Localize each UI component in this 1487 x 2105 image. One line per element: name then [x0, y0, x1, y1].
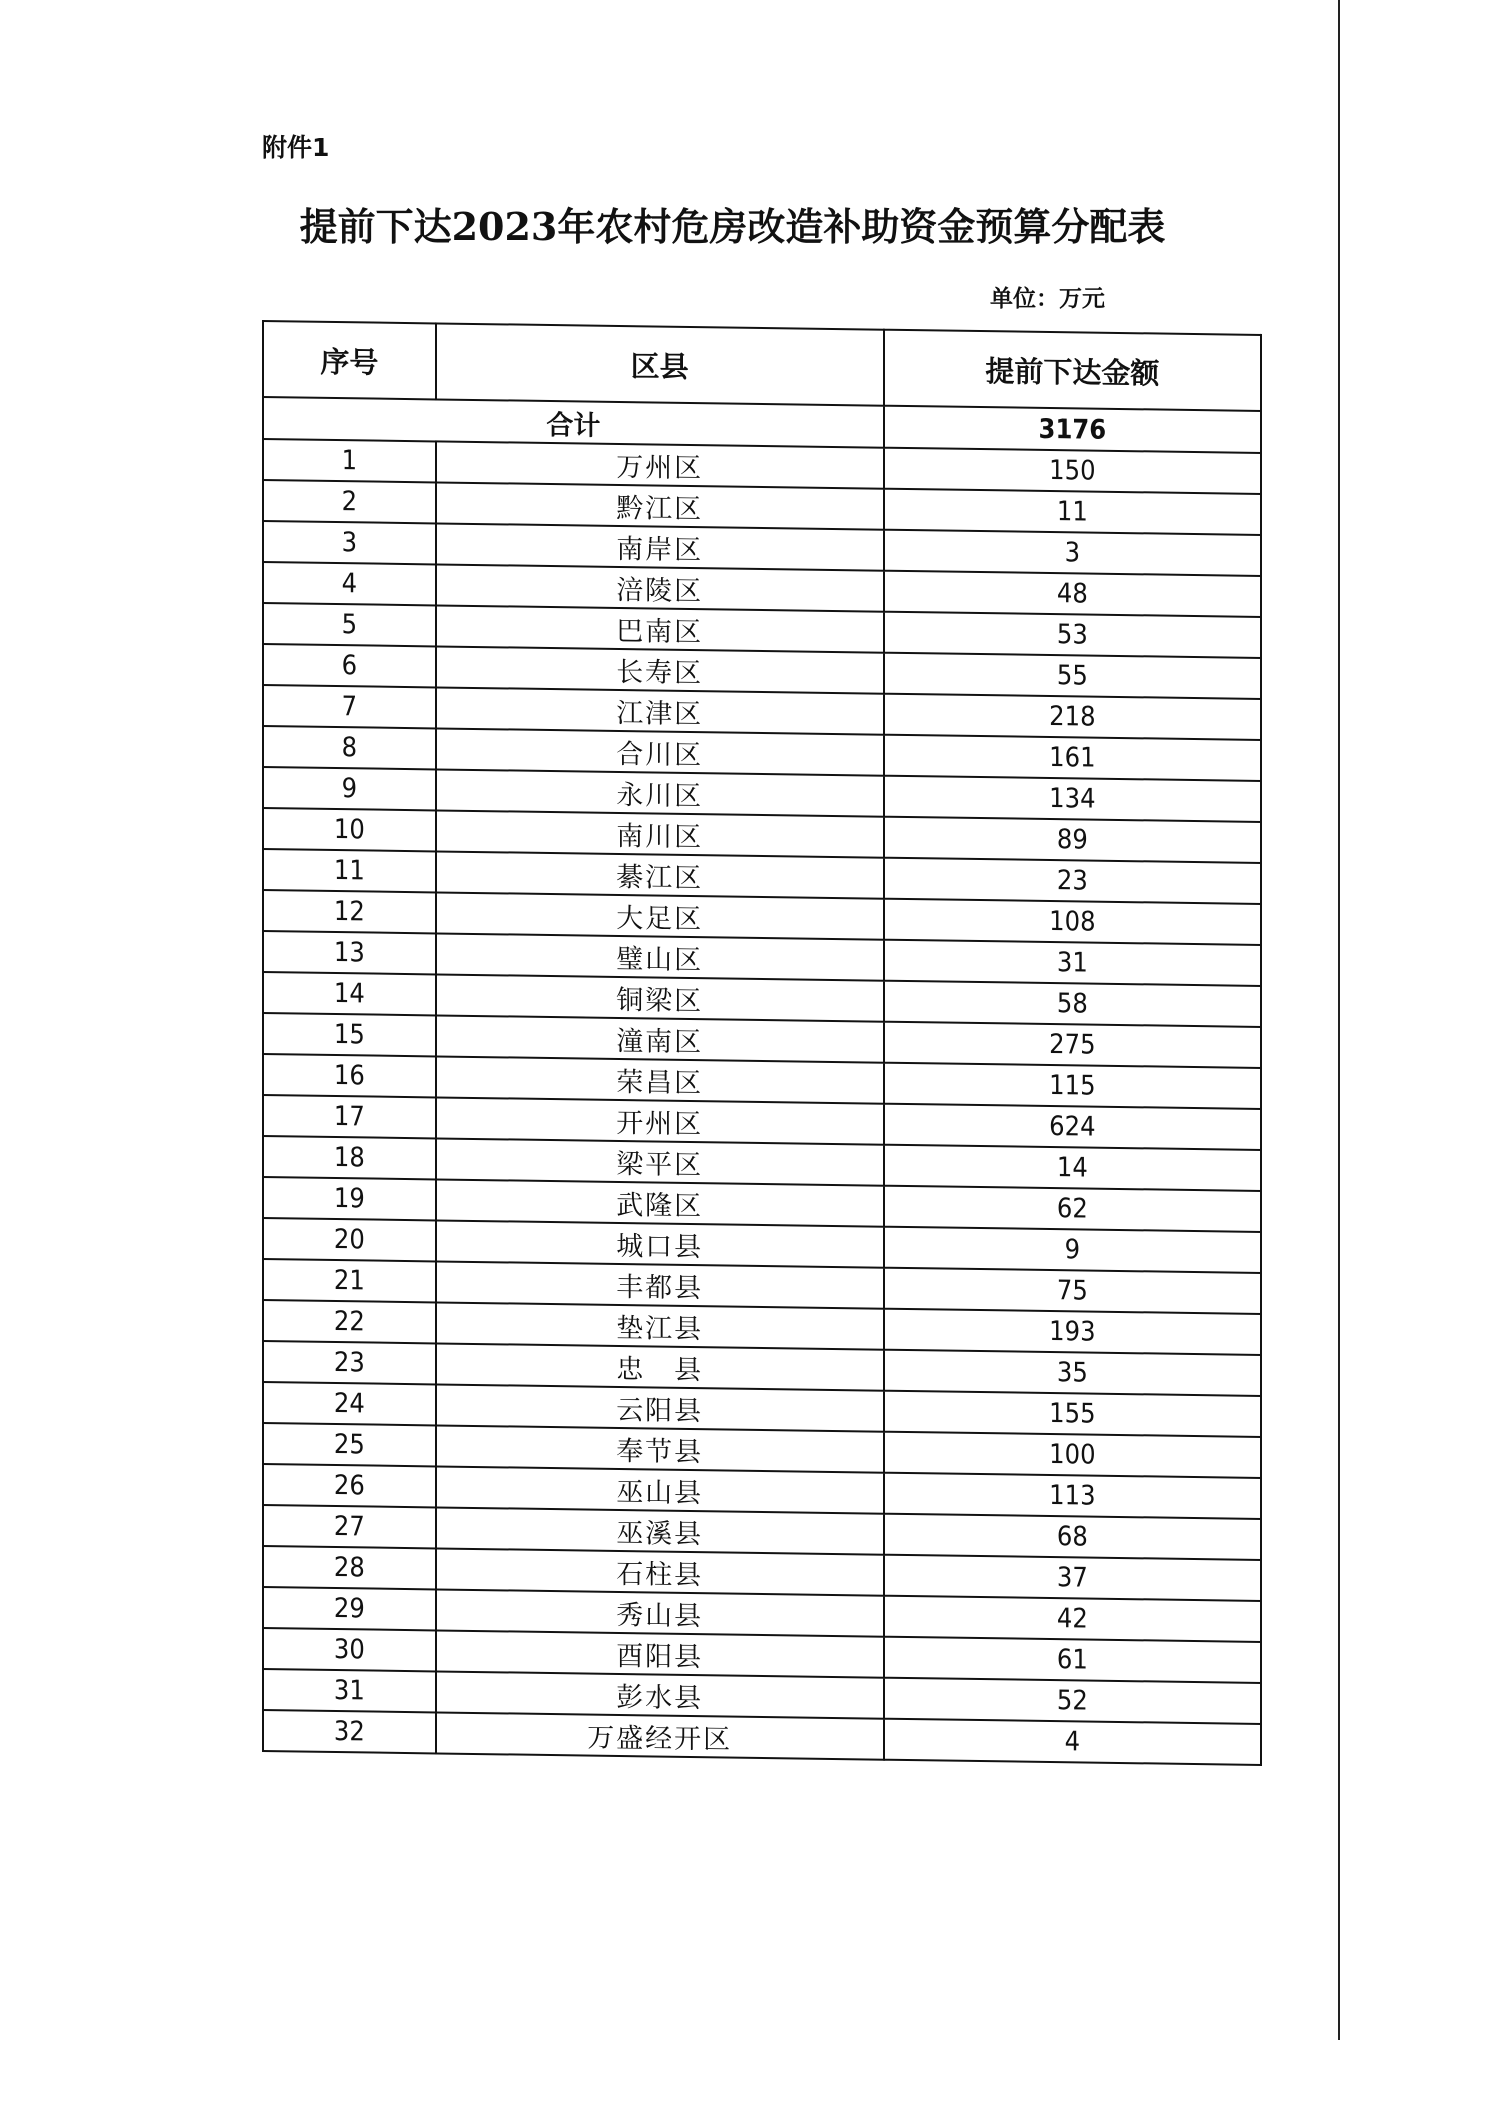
- row-amount: 100: [884, 1432, 1261, 1478]
- row-amount: 193: [884, 1309, 1261, 1355]
- row-serial: 13: [263, 931, 436, 974]
- row-amount: 35: [884, 1350, 1261, 1396]
- row-serial: 10: [263, 808, 436, 851]
- row-serial: 4: [263, 562, 436, 605]
- row-serial: 5: [263, 603, 436, 646]
- row-district: 长寿区: [436, 646, 884, 693]
- row-amount: 31: [884, 940, 1261, 986]
- row-district: 忠 县: [436, 1343, 884, 1390]
- row-district: 梁平区: [436, 1138, 884, 1185]
- row-district: 云阳县: [436, 1384, 884, 1431]
- row-district: 奉节县: [436, 1425, 884, 1472]
- row-district: 垫江县: [436, 1302, 884, 1349]
- row-amount: 161: [884, 735, 1261, 781]
- row-amount: 58: [884, 981, 1261, 1027]
- header-row: [263, 321, 1261, 411]
- attachment-label: 附件1: [262, 133, 330, 162]
- row-district: 石柱县: [436, 1548, 884, 1595]
- row-serial: 2: [263, 480, 436, 523]
- row-district: 巫溪县: [436, 1507, 884, 1554]
- row-amount: 624: [884, 1104, 1261, 1150]
- row-amount: 155: [884, 1391, 1261, 1437]
- row-district: 潼南区: [436, 1015, 884, 1062]
- row-serial: 12: [263, 890, 436, 933]
- row-serial: 18: [263, 1136, 436, 1179]
- row-serial: 30: [263, 1628, 436, 1671]
- row-serial: 25: [263, 1423, 436, 1466]
- row-district: 涪陵区: [436, 564, 884, 611]
- row-serial: 20: [263, 1218, 436, 1261]
- unit-label: 单位：万元: [990, 285, 1105, 312]
- allocation-table: [262, 320, 1262, 1766]
- row-amount: 53: [884, 612, 1261, 658]
- row-serial: 29: [263, 1587, 436, 1630]
- row-serial: 17: [263, 1095, 436, 1138]
- row-serial: 3: [263, 521, 436, 564]
- row-serial: 21: [263, 1259, 436, 1302]
- row-serial: 14: [263, 972, 436, 1015]
- row-amount: 218: [884, 694, 1261, 740]
- row-district: 綦江区: [436, 851, 884, 898]
- row-district: 合川区: [436, 728, 884, 775]
- total-value: 3176: [884, 406, 1261, 453]
- header-district: 区县: [436, 323, 884, 405]
- row-amount: 275: [884, 1022, 1261, 1068]
- row-amount: 14: [884, 1145, 1261, 1191]
- row-district: 璧山区: [436, 933, 884, 980]
- row-serial: 8: [263, 726, 436, 769]
- document-title: 提前下达2023年农村危房改造补助资金预算分配表: [299, 204, 1166, 249]
- row-amount: 134: [884, 776, 1261, 822]
- row-district: 巫山县: [436, 1466, 884, 1513]
- row-amount: 89: [884, 817, 1261, 863]
- row-serial: 6: [263, 644, 436, 687]
- row-serial: 27: [263, 1505, 436, 1548]
- row-district: 铜梁区: [436, 974, 884, 1021]
- row-amount: 55: [884, 653, 1261, 699]
- row-serial: 31: [263, 1669, 436, 1712]
- row-amount: 11: [884, 489, 1261, 535]
- row-amount: 9: [884, 1227, 1261, 1273]
- row-district: 万州区: [436, 441, 884, 488]
- row-amount: 23: [884, 858, 1261, 904]
- row-district: 万盛经开区: [436, 1712, 884, 1759]
- row-serial: 7: [263, 685, 436, 728]
- row-amount: 4: [884, 1719, 1261, 1765]
- row-district: 秀山县: [436, 1589, 884, 1636]
- row-serial: 22: [263, 1300, 436, 1343]
- table-body: [263, 397, 1261, 1765]
- row-serial: 1: [263, 439, 436, 482]
- row-district: 江津区: [436, 687, 884, 734]
- row-district: 丰都县: [436, 1261, 884, 1308]
- row-district: 武隆区: [436, 1179, 884, 1226]
- row-amount: 108: [884, 899, 1261, 945]
- header-amount: 提前下达金额: [884, 330, 1261, 411]
- total-label: 合计: [263, 397, 884, 448]
- row-serial: 26: [263, 1464, 436, 1507]
- row-serial: 23: [263, 1341, 436, 1384]
- row-amount: 62: [884, 1186, 1261, 1232]
- row-district: 巴南区: [436, 605, 884, 652]
- row-serial: 15: [263, 1013, 436, 1056]
- row-amount: 42: [884, 1596, 1261, 1642]
- row-amount: 52: [884, 1678, 1261, 1724]
- row-serial: 9: [263, 767, 436, 810]
- row-district: 黔江区: [436, 482, 884, 529]
- row-serial: 11: [263, 849, 436, 892]
- row-amount: 113: [884, 1473, 1261, 1519]
- row-district: 开州区: [436, 1097, 884, 1144]
- row-amount: 37: [884, 1555, 1261, 1601]
- row-district: 城口县: [436, 1220, 884, 1267]
- row-district: 南川区: [436, 810, 884, 857]
- row-serial: 24: [263, 1382, 436, 1425]
- row-amount: 115: [884, 1063, 1261, 1109]
- row-amount: 3: [884, 530, 1261, 576]
- row-amount: 48: [884, 571, 1261, 617]
- row-district: 酉阳县: [436, 1630, 884, 1677]
- row-amount: 61: [884, 1637, 1261, 1683]
- row-amount: 75: [884, 1268, 1261, 1314]
- row-serial: 32: [263, 1710, 436, 1753]
- row-serial: 28: [263, 1546, 436, 1589]
- row-amount: 68: [884, 1514, 1261, 1560]
- row-serial: 19: [263, 1177, 436, 1220]
- row-district: 彭水县: [436, 1671, 884, 1718]
- scan-edge-line: [1338, 0, 1340, 2040]
- row-amount: 150: [884, 448, 1261, 494]
- row-district: 南岸区: [436, 523, 884, 570]
- row-serial: 16: [263, 1054, 436, 1097]
- row-district: 大足区: [436, 892, 884, 939]
- header-serial: 序号: [263, 321, 436, 399]
- row-district: 永川区: [436, 769, 884, 816]
- row-district: 荣昌区: [436, 1056, 884, 1103]
